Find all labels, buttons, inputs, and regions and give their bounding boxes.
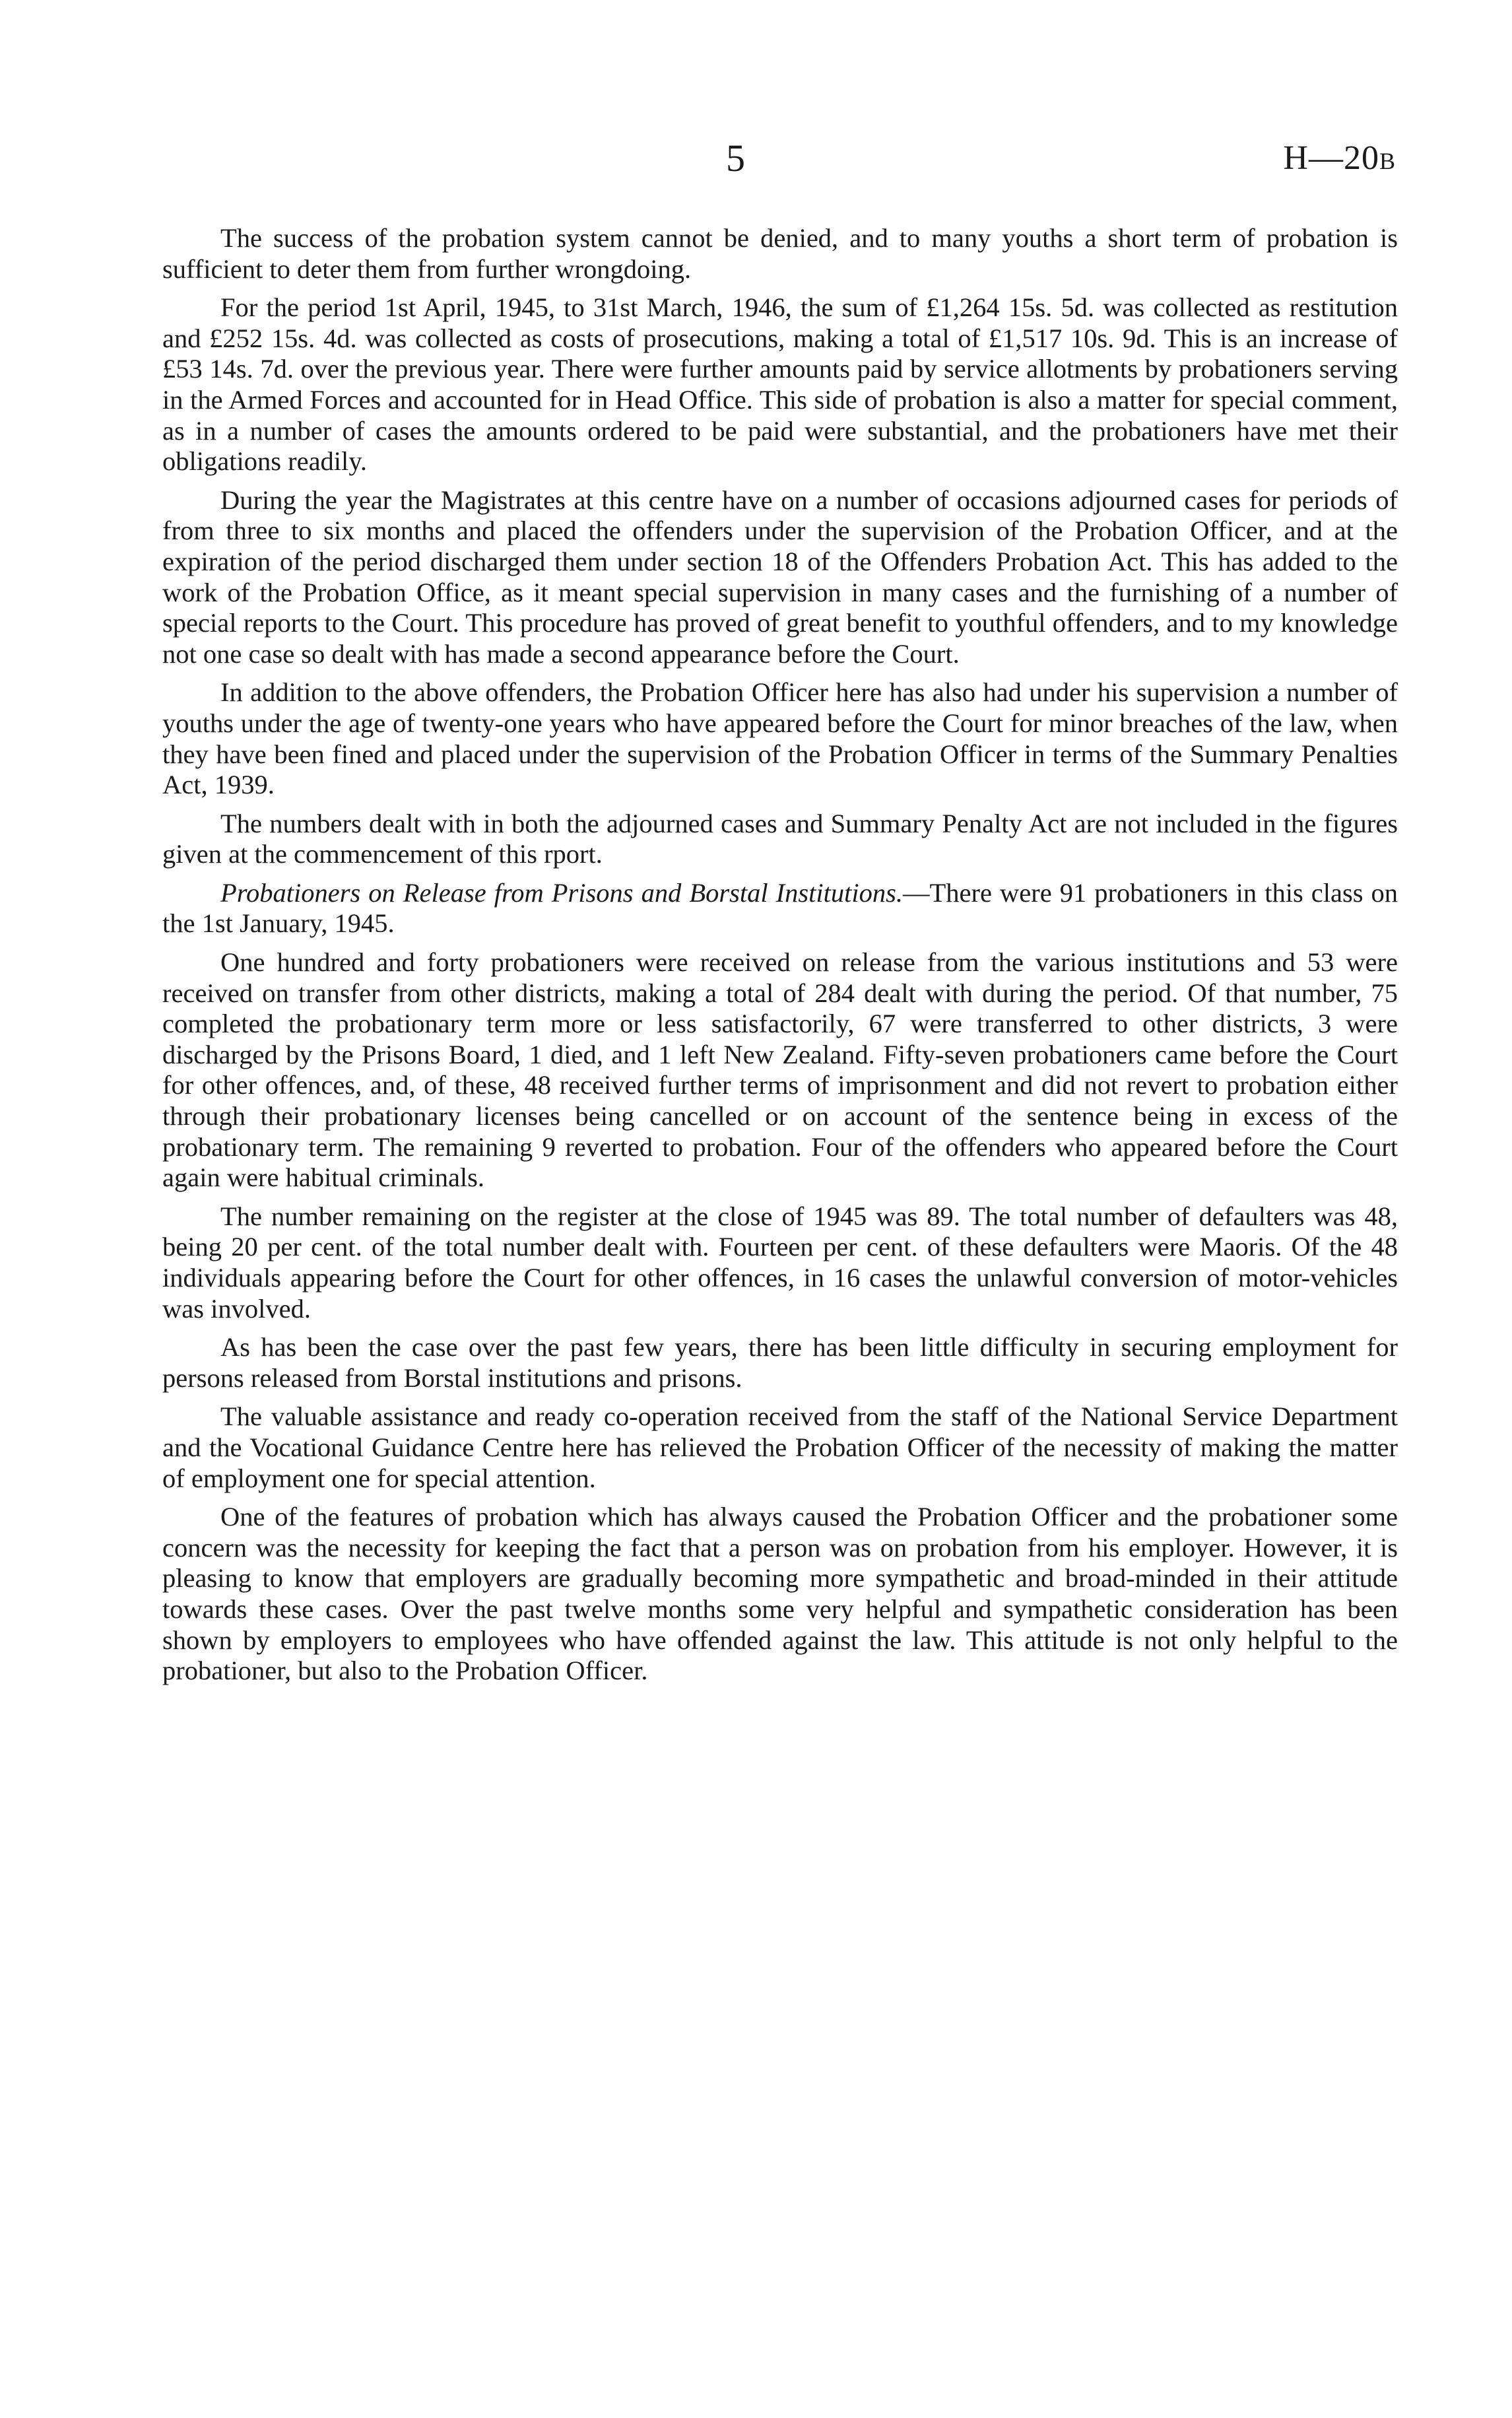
page-number: 5 — [726, 137, 745, 180]
paragraph-employment: As has been the case over the past few years, there has been little difficulty in securing employment for persons released from Borstal institutions and prisons. — [162, 1332, 1398, 1393]
section-lead-text: —There were 91 probationers in this class on the 1st January, 1945. — [162, 877, 1398, 939]
paragraph-numbers-excluded: The numbers dealt with in both the adjourned cases and Summary Penalty Act are not included in the figures given at the commencement of this rport. — [162, 808, 1398, 869]
document-reference — [1283, 135, 1396, 184]
paragraph-register-defaulters: The number remaining on the register at the close of 1945 was 89. The total number of defaulters was 48, being 20 per cent. of the total number dealt with. Fourteen per cent. of these defaulters were Maoris. Of the 48 individuals appearing before the Court for other offences, in 16 cases the unlawful conversion of motor-vehicles was involved. — [162, 1201, 1398, 1324]
paragraph-employers: One of the features of probation which has always caused the Probation Officer and the probationer some concern was the necessity for keeping the fact that a person was on probation from his employer. However, it is pleasing to know that employers are gradually becoming more sympathetic and broad-minded in their attitude towards these cases. Over the past twelve months some very helpful and sympathetic consideration has been shown by employers to employees who have offended against the law. This attitude is not only helpful to the probationer, but also to the Probation Officer. — [162, 1502, 1398, 1686]
document-reference-main: H—20 — [1283, 139, 1379, 177]
paragraph-summary-penalties: In addition to the above offenders, the Probation Officer here has also had under his supervision a number of youths under the age of twenty-one years who have appeared before the Court for minor breaches of the law, when they have been fined and placed under the supervision of the Probation Officer in terms of the Summary Penalties Act, 1939. — [162, 677, 1398, 800]
paragraph-received-on-release: One hundred and forty probationers were received on release from the various institutions and 53 were received on transfer from other districts, making a total of 284 dealt with during the period. Of that number, 75 completed the probationary term more or less satisfactorily, 67 were transferred to other districts, 3 were discharged by the Prisons Board, 1 died, and 1 left New Zealand. Fifty-seven probationers came before the Court for other offences, and, of these, 48 received further terms of imprisonment and did not revert to probation either through their probationary licenses being cancelled or on account of the sentence being in excess of the probationary term. The remaining 9 reverted to probation. Four of the offenders who appeared before the Court again were habitual criminals. — [162, 947, 1398, 1193]
section-heading: Probationers on Release from Prisons and Borstal Institutions. — [220, 877, 904, 908]
document-reference-suffix: B — [1379, 148, 1396, 174]
paragraph-restitution: For the period 1st April, 1945, to 31st March, 1946, the sum of £1,264 15s. 5d. was collected as restitution and £252 15s. 4d. was collected as costs of prosecutions, making a total of £1,517 10s. 9d. This is an increase of £53 14s. 7d. over the previous year. There were further amounts paid by service allotments by probationers serving in the Armed Forces and accounted for in Head Office. This side of probation is also a matter for special comment, as in a number of cases the amounts ordered to be paid were substantial, and the probationers have met their obligations readily. — [162, 292, 1398, 477]
body-text — [162, 223, 1398, 1695]
paragraph-adjourned-cases: During the year the Magistrates at this centre have on a number of occasions adjourned cases for periods of from three to six months and placed the offenders under the supervision of the Probation Officer, and at the expiration of the period discharged them under section 18 of the Offenders Probation Act. This has added to the work of the Probation Office, as it meant special supervision in many cases and the furnishing of a number of special reports to the Court. This procedure has proved of great benefit to youthful offenders, and to my knowledge not one case so dealt with has made a second appearance before the Court. — [162, 485, 1398, 669]
section-probationers-release — [162, 878, 1398, 939]
page-header — [0, 135, 1512, 182]
paragraph-national-service: The valuable assistance and ready co-operation received from the staff of the National Service Department and the Vocational Guidance Centre here has relieved the Probation Officer of the necessity of making the matter of employment one for special attention. — [162, 1401, 1398, 1493]
paragraph-success: The success of the probation system cannot be denied, and to many youths a short term of probation is sufficient to deter them from further wrongdoing. — [162, 223, 1398, 284]
